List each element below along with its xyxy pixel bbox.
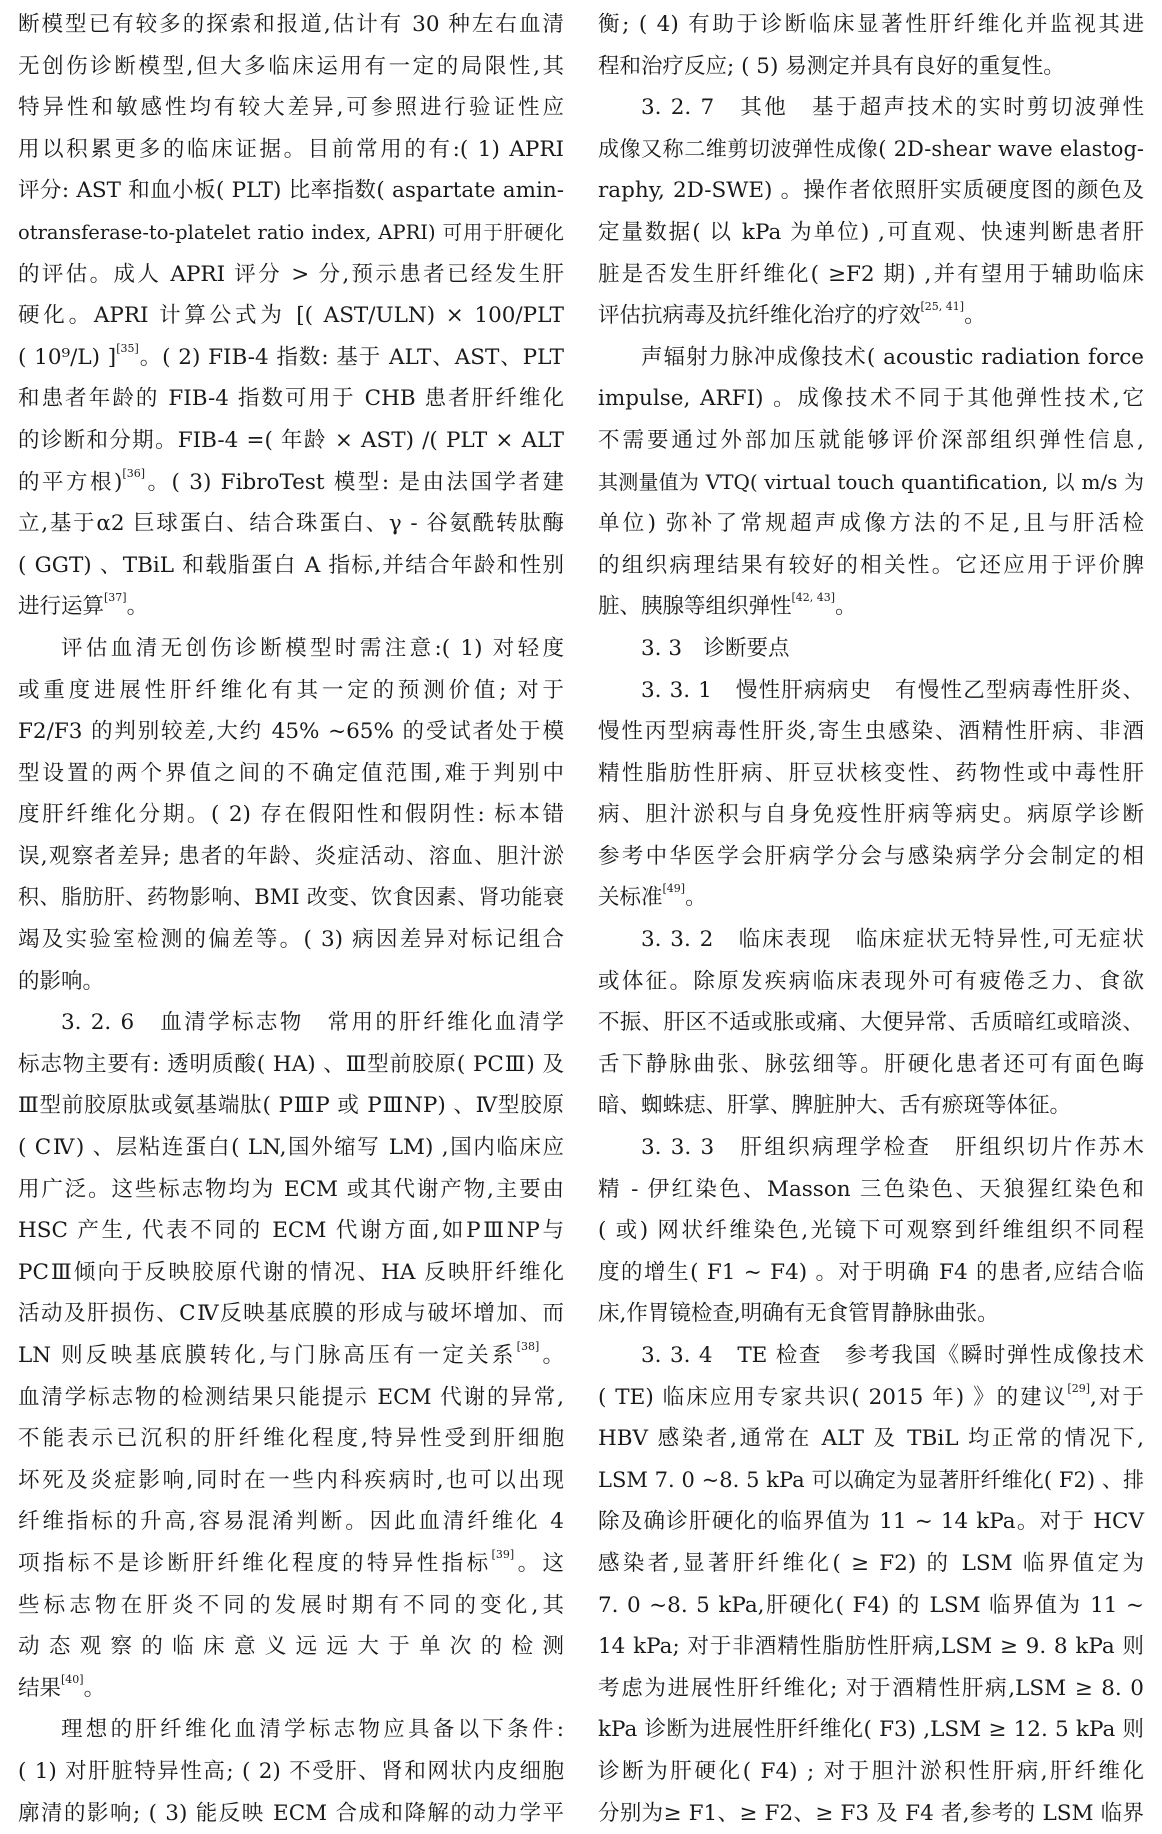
line-text-tail: 。( 2) FIB-4 指数: 基于 ALT、AST、PLT (138, 344, 564, 370)
text-line (598, 503, 1144, 545)
text-line (598, 1377, 1144, 1419)
text-line (598, 877, 1144, 919)
text-line (18, 254, 564, 296)
text-line (18, 1668, 564, 1710)
text-line (18, 1626, 564, 1668)
line-text-tail: 。 (964, 303, 986, 329)
text-line (18, 1585, 564, 1627)
text-line (18, 295, 564, 337)
line-text: 度肝纤维化分期。( 2) 存在假阳性和假阴性: 标本错 (18, 802, 564, 828)
line-text: 其测量值为 VTQ( virtual touch quantification, 以 m/s 为 (598, 469, 1144, 494)
text-line (18, 170, 564, 212)
text-line (598, 170, 1144, 212)
text-line (598, 1335, 1144, 1377)
text-line (18, 503, 564, 545)
line-text: 误,观察者差异; 患者的年龄、炎症活动、溶血、胆汁淤 (18, 843, 564, 869)
line-text: 的平方根) (18, 469, 123, 495)
line-text-tail: 。 (685, 885, 707, 911)
line-text: 活动及肝损伤、CⅣ反映基底膜的形成与破坏增加、而 (18, 1301, 564, 1327)
text-line (598, 378, 1144, 420)
text-line (598, 4, 1144, 46)
line-text: 3. 2. 6 血清学标志物 常用的肝纤维化血清学 (61, 1010, 564, 1036)
text-line (18, 1751, 564, 1793)
line-text: 舌下静脉曲张、脉弦细等。肝硬化患者还可有面色晦 (598, 1051, 1144, 1077)
text-line (18, 1709, 564, 1751)
text-line (18, 586, 564, 628)
line-text: 断模型已有较多的探索和报道,估计有 30 种左右血清 (18, 12, 564, 37)
text-line (18, 4, 564, 46)
line-text: 或体征。除原发疾病临床表现外可有疲倦乏力、食欲 (598, 968, 1144, 994)
text-line (598, 711, 1144, 753)
line-text: 3. 3. 1 慢性肝病病史 有慢性乙型病毒性肝炎、 (641, 677, 1144, 703)
line-text: 度的增生( F1 ~ F4) 。对于明确 F4 的患者,应结合临 (598, 1259, 1144, 1285)
line-text: 积、脂肪肝、药物影响、BMI 改变、饮食因素、肾功能衰 (18, 885, 564, 910)
line-text: ( 1) 对肝脏特异性高; ( 2) 不受肝、肾和网状内皮细胞 (18, 1758, 564, 1784)
line-text-tail: 。 (835, 594, 857, 620)
line-text: 成像又称二维剪切波弹性成像( 2D-shear wave elastog- (598, 136, 1144, 161)
text-line (18, 1543, 564, 1585)
text-line (18, 753, 564, 795)
line-text: PCⅢ倾向于反映胶原代谢的情况、HA 反映肝纤维化 (18, 1259, 564, 1285)
text-line (18, 1044, 564, 1086)
line-text-tail: 。这 (514, 1550, 564, 1576)
line-text: HSC 产生, 代表不同的 ECM 代谢方面,如PⅢNP与 (18, 1218, 564, 1244)
line-text: 病、胆汁淤积与自身免疫性肝病等病史。病原学诊断 (598, 802, 1144, 828)
line-text: 单位) 弥补了常规超声成像方法的不足,且与肝活检 (598, 511, 1144, 537)
line-text: 用以积累更多的临床证据。目前常用的有:( 1) APRI (18, 136, 564, 162)
text-line (18, 129, 564, 171)
line-text: ( GGT) 、TBiL 和载脂蛋白 A 指标,并结合年龄和性别 (18, 552, 564, 578)
text-line (598, 836, 1144, 878)
line-text: 3. 2. 7 其他 基于超声技术的实时剪切波弹性 (641, 95, 1144, 121)
citation-reference: [39] (491, 1547, 515, 1561)
line-text: 立,基于α2 巨球蛋白、结合珠蛋白、γ - 谷氨酰转肽酶 (18, 511, 564, 537)
line-text: 脏、胰腺等组织弹性 (598, 594, 792, 620)
citation-reference: [49] (662, 882, 686, 896)
line-text: impulse, ARFI) 。成像技术不同于其他弹性技术,它 (598, 386, 1144, 412)
text-line (598, 1793, 1144, 1834)
text-line (18, 1085, 564, 1127)
line-text: 参考中华医学会肝病学分会与感染病学分会制定的相 (598, 843, 1144, 869)
line-text-tail: 。 (126, 594, 149, 620)
text-line (598, 420, 1144, 462)
text-line (18, 46, 564, 88)
line-text: 关标准 (598, 885, 663, 911)
line-text-tail: 。 (539, 1343, 564, 1368)
line-text: 评分: AST 和血小板( PLT) 比率指数( aspartate amin- (18, 178, 564, 204)
text-line (598, 1418, 1144, 1460)
text-line (18, 545, 564, 587)
line-text: 型设置的两个界值之间的不确定值范围,难于判别中 (18, 760, 564, 786)
text-line (598, 794, 1144, 836)
text-line (18, 1793, 564, 1834)
text-line (598, 961, 1144, 1003)
line-text: 用广泛。这些标志物均为 ECM 或其代谢产物,主要由 (18, 1176, 564, 1202)
line-text: 和患者年龄的 FIB-4 指数可用于 CHB 患者肝纤维化 (18, 386, 564, 412)
line-text: 进行运算 (18, 594, 105, 620)
text-line (598, 1044, 1144, 1086)
line-text: 7. 0 ~8. 5 kPa,肝硬化( F4) 的 LSM 临界值为 11 ~ (598, 1592, 1144, 1618)
line-text: 廓清的影响; ( 3) 能反映 ECM 合成和降解的动力学平 (18, 1800, 564, 1826)
text-line (598, 1501, 1144, 1543)
line-text: otransferase-to-platelet ratio index, APRI) 可用于肝硬化 (18, 220, 564, 244)
text-line (18, 1210, 564, 1252)
text-line (18, 1460, 564, 1502)
citation-reference: [37] (104, 591, 127, 605)
text-line (598, 753, 1144, 795)
line-text: 感染者,显著肝纤维化( ≥ F2) 的 LSM 临界值定为 (598, 1550, 1144, 1576)
text-line (598, 628, 1144, 670)
line-text: 除及确诊肝硬化的临界值为 11 ~ 14 kPa。对于 HCV (598, 1509, 1144, 1535)
text-line (18, 1002, 564, 1044)
text-line (598, 1668, 1144, 1710)
line-text: 3. 3. 4 TE 检查 参考我国《瞬时弹性成像技术 (641, 1343, 1144, 1368)
line-text: ( 或) 网状纤维染色,光镜下可观察到纤维组织不同程 (598, 1218, 1144, 1244)
line-text: 结果 (18, 1675, 62, 1701)
text-line (598, 1585, 1144, 1627)
text-line (18, 1293, 564, 1335)
text-line (598, 46, 1144, 88)
text-line (598, 1210, 1144, 1252)
text-line (598, 295, 1144, 337)
line-text: 的诊断和分期。FIB-4 =( 年龄 × AST) /( PLT × ALT (18, 427, 564, 453)
line-text: 不能表示已沉积的肝纤维化程度,特异性受到肝细胞 (18, 1426, 564, 1452)
text-line (598, 1127, 1144, 1169)
line-text: raphy, 2D-SWE) 。操作者依照肝实质硬度图的颜色及 (598, 178, 1144, 204)
text-line (598, 1751, 1144, 1793)
line-text: 诊断为肝硬化( F4) ; 对于胆汁淤积性肝病,肝纤维化 (598, 1758, 1144, 1784)
line-text: 程和治疗反应; ( 5) 易测定并具有良好的重复性。 (598, 53, 1065, 79)
line-text: 3. 3. 3 肝组织病理学检查 肝组织切片作苏木 (641, 1135, 1144, 1161)
text-line (18, 794, 564, 836)
line-text: 标志物主要有: 透明质酸( HA) 、Ⅲ型前胶原( PCⅢ) 及 (18, 1051, 564, 1077)
line-text: ( TE) 临床应用专家共识( 2015 年) 》的建议 (598, 1384, 1068, 1410)
text-line (598, 545, 1144, 587)
line-text: 14 kPa; 对于非酒精性脂肪性肝病,LSM ≥ 9. 8 kPa 则 (598, 1634, 1144, 1660)
text-line (598, 1252, 1144, 1294)
line-text: 慢性丙型病毒性肝炎,寄生虫感染、酒精性肝病、非酒 (598, 719, 1144, 745)
line-text: LSM 7. 0 ~8. 5 kPa 可以确定为显著肝纤维化( F2) 、排 (598, 1467, 1144, 1492)
line-text: 评估血清无创伤诊断模型时需注意:( 1) 对轻度 (61, 635, 564, 661)
text-line (18, 919, 564, 961)
text-line (18, 961, 564, 1003)
line-text: 声辐射力脉冲成像技术( acoustic radiation force (641, 344, 1144, 370)
text-line (18, 1252, 564, 1294)
text-line (18, 1169, 564, 1211)
text-line (598, 1709, 1144, 1751)
line-text: 不需要通过外部加压就能够评价深部组织弹性信息, (598, 427, 1144, 453)
text-line (18, 877, 564, 919)
text-line (18, 1335, 564, 1377)
line-text: 坏死及炎症影响,同时在一些内科疾病时,也可以出现 (18, 1467, 564, 1493)
line-text: 精 - 伊红染色、Masson 三色染色、天狼猩红染色和 (598, 1176, 1144, 1202)
text-line (18, 711, 564, 753)
text-line (598, 462, 1144, 504)
text-line (18, 1377, 564, 1419)
text-line (18, 1418, 564, 1460)
text-line (598, 1543, 1144, 1585)
text-line (598, 1626, 1144, 1668)
text-line (598, 919, 1144, 961)
text-line (18, 1127, 564, 1169)
line-text: 些标志物在肝炎不同的发展时期有不同的变化,其 (18, 1592, 564, 1618)
citation-reference: [38] (516, 1340, 540, 1353)
text-line (18, 670, 564, 712)
citation-reference: [35] (116, 341, 139, 355)
right-column (598, 4, 1144, 1834)
text-line (598, 87, 1144, 129)
line-text: Ⅲ型前胶原肽或氨基端肽( PⅢP 或 PⅢNP) 、Ⅳ型胶原 (18, 1093, 564, 1119)
line-text: 分别为≥ F1、≥ F2、≥ F3 及 F4 者,参考的 LSM 临界 (598, 1800, 1144, 1826)
line-text: 衡; ( 4) 有助于诊断临床显著性肝纤维化并监视其进 (598, 12, 1144, 37)
line-text: 3. 3. 2 临床表现 临床症状无特异性,可无症状 (641, 927, 1144, 953)
text-line (18, 87, 564, 129)
line-text: kPa 诊断为进展性肝纤维化( F3) ,LSM ≥ 12. 5 kPa 则 (598, 1717, 1144, 1743)
line-text: 脏是否发生肝纤维化( ≥F2 期) ,并有望用于辅助临床 (598, 261, 1144, 287)
text-line (18, 378, 564, 420)
text-line (598, 586, 1144, 628)
line-text: 的评估。成人 APRI 评分 > 分,预示患者已经发生肝 (18, 261, 564, 287)
line-text: 动态观察的临床意义远远大于单次的检测 (18, 1634, 564, 1660)
left-column (18, 4, 564, 1834)
line-text: 无创伤诊断模型,但大多临床运用有一定的局限性,其 (18, 53, 564, 79)
line-text: F2/F3 的判别较差,大约 45% ~65% 的受试者处于模 (18, 719, 564, 745)
citation-reference: [36] (122, 466, 146, 480)
line-text: 理想的肝纤维化血清学标志物应具备以下条件: (61, 1717, 564, 1743)
line-text: 硬化。APRI 计算公式为 [( AST/ULN) × 100/PLT (18, 303, 564, 329)
line-text: 暗、蜘蛛痣、肝掌、脾脏肿大、舌有瘀斑等体征。 (598, 1093, 1072, 1119)
text-line (598, 212, 1144, 254)
line-text: 或重度进展性肝纤维化有其一定的预测价值; 对于 (18, 677, 564, 703)
line-text: 竭及实验室检测的偏差等。( 3) 病因差异对标记组合 (18, 927, 564, 953)
line-text: 考虑为进展性肝纤维化; 对于酒精性肝病,LSM ≥ 8. 0 (598, 1675, 1144, 1701)
text-line (18, 212, 564, 254)
line-text-tail: ,对于 (1090, 1384, 1144, 1410)
text-line (18, 420, 564, 462)
line-text-tail: 。( 3) FibroTest 模型: 是由法国学者建 (145, 469, 564, 495)
citation-reference: [42, 43] (791, 591, 836, 605)
line-text: ( CⅣ) 、层粘连蛋白( LN,国外缩写 LM) ,国内临床应 (18, 1135, 564, 1161)
line-text: ( 10⁹/L) ] (18, 344, 117, 370)
text-line (598, 1169, 1144, 1211)
line-text: 的组织病理结果有较好的相关性。它还应用于评价脾 (598, 552, 1144, 578)
text-line (598, 1293, 1144, 1335)
line-text: 纤维指标的升高,容易混淆判断。因此血清纤维化 4 (18, 1509, 564, 1535)
line-text: 的影响。 (18, 968, 105, 994)
text-line (598, 254, 1144, 296)
citation-reference: [29] (1067, 1381, 1090, 1395)
line-text: 评估抗病毒及抗纤维化治疗的疗效 (598, 303, 921, 329)
text-line (598, 1085, 1144, 1127)
line-text: 定量数据( 以 kPa 为单位) ,可直观、快速判断患者肝 (598, 219, 1144, 245)
line-text: 3. 3 诊断要点 (641, 635, 790, 661)
text-line (598, 129, 1144, 171)
citation-reference: [25, 41] (920, 300, 965, 314)
text-line (18, 337, 564, 379)
line-text: 项指标不是诊断肝纤维化程度的特异性指标 (18, 1550, 492, 1576)
text-line (598, 1460, 1144, 1502)
line-text: 精性脂肪性肝病、肝豆状核变性、药物性或中毒性肝 (598, 760, 1144, 786)
text-line (18, 628, 564, 670)
text-line (18, 836, 564, 878)
line-text: HBV 感染者,通常在 ALT 及 TBiL 均正常的情况下, (598, 1426, 1144, 1452)
text-line (598, 1002, 1144, 1044)
text-line (598, 337, 1144, 379)
text-line (18, 462, 564, 504)
line-text: LN 则反映基底膜转化,与门脉高压有一定关系 (18, 1343, 517, 1368)
line-text: 血清学标志物的检测结果只能提示 ECM 代谢的异常, (18, 1384, 564, 1410)
line-text: 床,作胃镜检查,明确有无食管胃静脉曲张。 (598, 1301, 999, 1327)
text-line (18, 1501, 564, 1543)
line-text: 特异性和敏感性均有较大差异,可参照进行验证性应 (18, 95, 564, 121)
text-line (598, 670, 1144, 712)
citation-reference: [40] (61, 1672, 84, 1686)
line-text-tail: 。 (83, 1675, 106, 1701)
line-text: 不振、肝区不适或胀或痛、大便异常、舌质暗红或暗淡、 (598, 1010, 1144, 1036)
